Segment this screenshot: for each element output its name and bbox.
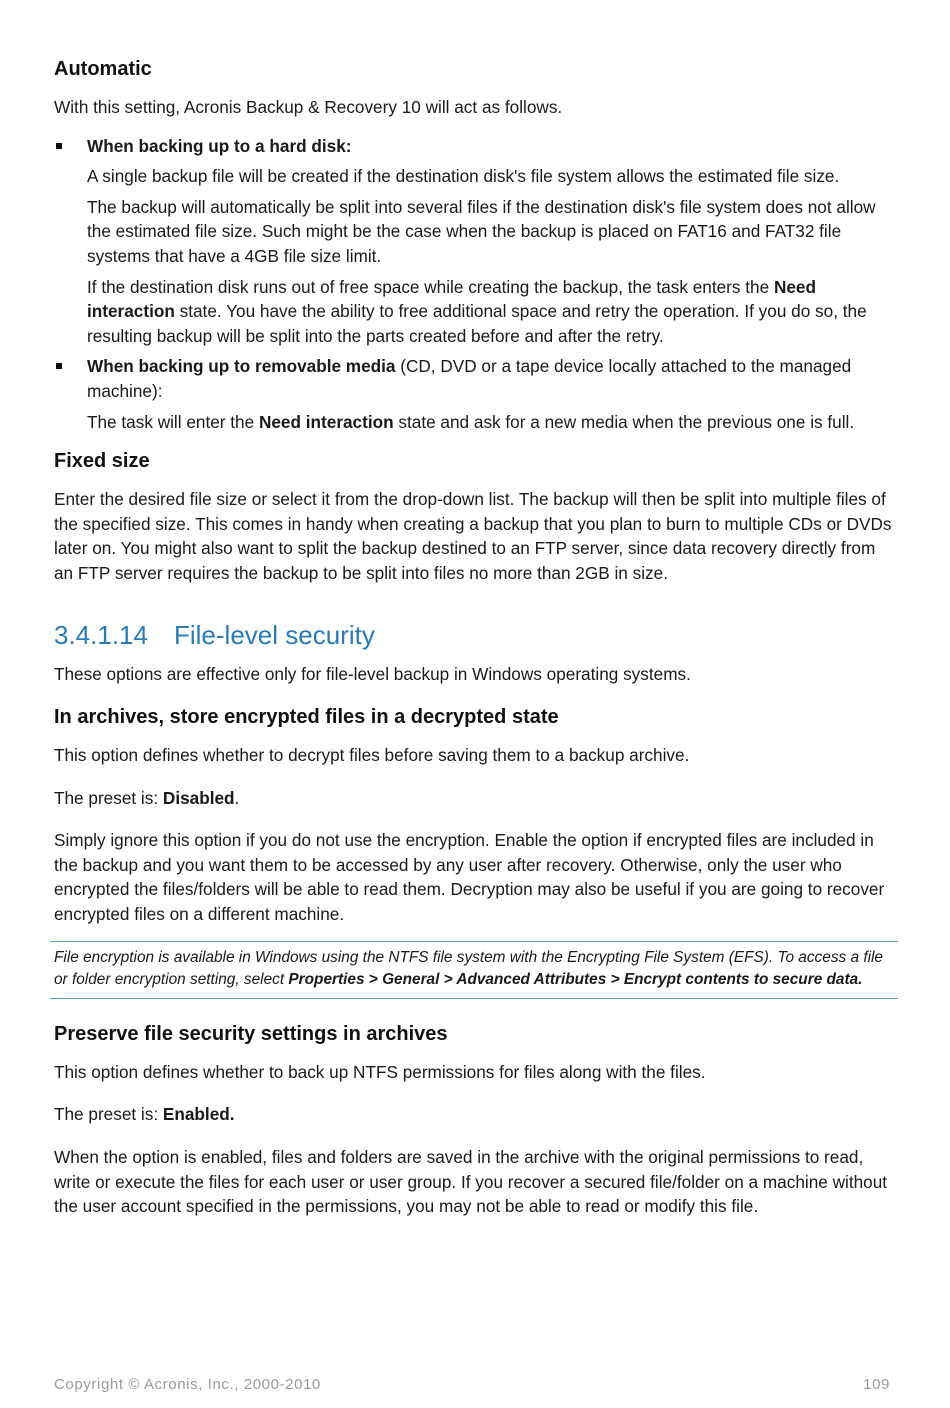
removable-p1	[54, 410, 894, 435]
preserve-preset-value: Enabled.	[162, 1104, 235, 1125]
encryption-note	[50, 941, 898, 999]
section-intro: These options are effective only for file-level backup in Windows operating systems.	[54, 663, 691, 684]
automatic-heading: Automatic	[54, 58, 152, 80]
document-page	[54, 56, 894, 1219]
preserve-p2: When the option is enabled, files and folders are saved in the archive with the original permissions to read, write or execute the files for each user or user group. If you recover a secured file/folder on a machine without the user account specified in the permissions, you may not be able to read or modify this file.	[54, 1147, 888, 1217]
encrypted-preset-end: .	[234, 787, 240, 808]
encrypted-preset	[54, 786, 894, 811]
section-heading	[54, 618, 894, 652]
footer-copyright: Copyright © Acronis, Inc., 2000-2010	[54, 1376, 321, 1393]
encrypted-preset-value: Disabled	[162, 787, 235, 808]
hard-disk-p3	[54, 275, 894, 349]
page-footer	[54, 1376, 890, 1393]
bullet-removable	[54, 354, 894, 403]
preserve-heading: Preserve file security settings in archives	[54, 1022, 448, 1045]
bullet-hard-disk	[54, 134, 894, 159]
preserve-p1: This option defines whether to back up NTFS permissions for files along with the files.	[54, 1061, 706, 1082]
hard-disk-p3-c: state. You have the ability to free additional space and retry the operation. If you do so, the resulting backup will be split into the parts created before and after the retry.	[87, 301, 867, 346]
section-title: File-level security	[174, 619, 375, 650]
fixed-size-text: Enter the desired file size or select it from the drop-down list. The backup will then be split into multiple files of the specified size. This comes in handy when creating a backup that you plan to burn to multiple CDs or DVDs later on. You might also want to split the backup destined to an FTP server, since data recovery directly from an FTP server requires the backup to be split into files no more than 2GB in size.	[54, 489, 892, 583]
fixed-size-heading: Fixed size	[54, 450, 150, 473]
hard-disk-p1: A single backup file will be created if the destination disk's file system allows the estimated file size.	[87, 166, 840, 187]
preserve-preset	[54, 1102, 894, 1127]
hard-disk-p3-a: If the destination disk runs out of free space while creating the backup, the task enters the	[87, 276, 774, 297]
removable-label-rest: (CD, DVD or a tape device locally attached to the managed machine):	[87, 356, 852, 401]
encrypted-p1: This option defines whether to decrypt files before saving them to a backup archive.	[54, 745, 690, 766]
section-number: 3.4.1.14	[54, 619, 148, 650]
page-number: 109	[863, 1376, 890, 1393]
encrypted-heading: In archives, store encrypted files in a decrypted state	[54, 706, 559, 729]
preserve-preset-label: The preset is:	[54, 1104, 163, 1125]
removable-p1-c: state and ask for a new media when the previous one is full.	[393, 411, 855, 432]
automatic-intro: With this setting, Acronis Backup & Recovery 10 will act as follows.	[54, 97, 563, 117]
removable-p1-a: The task will enter the	[87, 411, 259, 432]
hard-disk-p2: The backup will automatically be split into several files if the destination disk's file system does not allow the estimated file size. Such might be the case when the backup is placed on FAT16 and FAT32 file systems that have a 4GB file size limit.	[87, 196, 876, 266]
need-interaction-term-2: Need interaction	[258, 411, 394, 432]
note-path: Properties > General > Advanced Attributes > Encrypt contents to secure data.	[288, 971, 863, 989]
note-text: File encryption is available in Windows using the NTFS file system with the Encrypting File System (EFS). To access a file or folder encryption setting, select	[54, 948, 883, 989]
encrypted-preset-label: The preset is:	[54, 787, 163, 808]
removable-label: When backing up to removable media	[87, 356, 396, 377]
hard-disk-label: When backing up to a hard disk:	[87, 135, 352, 156]
need-interaction-term: Need interaction	[87, 276, 816, 322]
encrypted-p2: Simply ignore this option if you do not use the encryption. Enable the option if encrypted files are included in the backup and you want them to be accessed by any user after recovery. Otherwise, only the user who encrypted the files/folders will be able to read them. Decryption may also be useful if you are going to recover encrypted files on a different machine.	[54, 830, 885, 925]
